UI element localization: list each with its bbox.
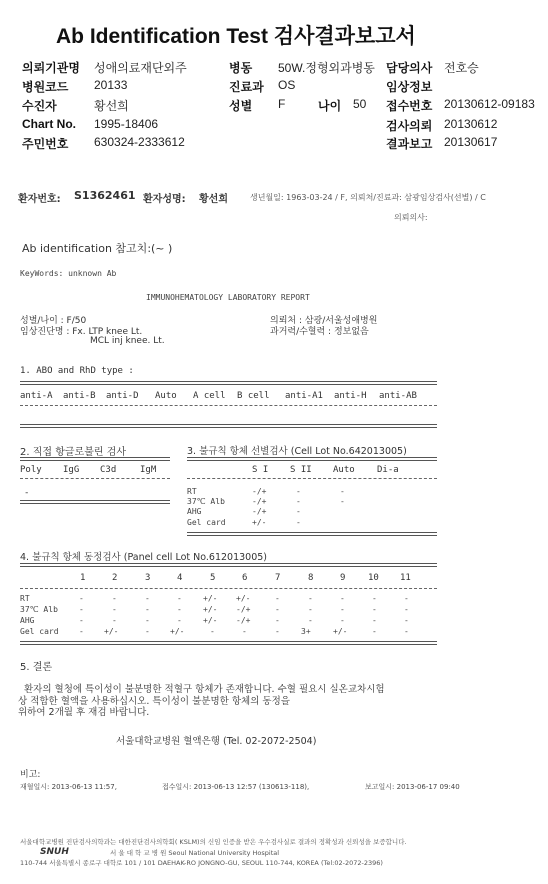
patient-details: 생년월일: 1963-03-24 / F, 의뢰처/진료과: 삼광임상검사(선별) / C: [250, 193, 486, 202]
dat-col-header: IgG: [63, 465, 80, 475]
panel-col-header: 4: [177, 573, 183, 583]
value-department: OS: [278, 78, 296, 92]
screen-cell: -/+: [252, 507, 267, 516]
divider: [20, 500, 170, 504]
hospital-name: 서 울 대 학 교 병 원 Seoul National University Hospital: [110, 849, 280, 857]
screen-cell: -: [296, 497, 301, 506]
panel-cell: -: [177, 594, 182, 603]
panel-col-header: 11: [400, 573, 411, 583]
value-ward: 50W.정형외과병동: [278, 61, 375, 75]
screen-row-label: Gel card: [187, 518, 226, 527]
abo-col-header: anti-A: [20, 391, 53, 401]
section1-title: 1. ABO and RhD type :: [20, 366, 134, 376]
panel-cell: -: [404, 594, 409, 603]
panel-cell: -: [340, 605, 345, 614]
label-requesting-institution: 의뢰기관명: [22, 61, 80, 75]
panel-cell: -: [145, 616, 150, 625]
label-examinee: 수진자: [22, 99, 57, 113]
divider: [20, 381, 437, 385]
label-clinical-info: 임상정보: [386, 80, 433, 94]
panel-cell: -/+: [236, 605, 251, 614]
value-requesting-institution: 성애의료재단외주: [94, 61, 187, 75]
test-title: Ab identification 참고치:(~ ): [22, 242, 173, 255]
panel-cell: +/-: [236, 594, 251, 603]
value-examinee: 황선희: [94, 99, 129, 113]
page-title: Ab Identification Test 검사결과보고서: [56, 25, 416, 48]
panel-cell: +/-: [333, 627, 348, 636]
certification-note: 서울대학교병원 진단검사의학과는 대한진단검사의학회( KSLM)의 신임 인증을 받은 우수검사실로 결과의 정확성과 신뢰성을 보증합니다.: [20, 838, 407, 846]
panel-cell: -: [79, 605, 84, 614]
screen-row-label: 37℃ Alb: [187, 497, 225, 506]
conclusion-line-3: 위하여 2개월 후 재검 바랍니다.: [18, 707, 150, 718]
panel-row-label: Gel card: [20, 627, 59, 636]
panel-cell: -: [242, 627, 247, 636]
label-physician: 담당의사: [386, 61, 433, 75]
reported-date: 보고일시: 2013-06-17 09:40: [365, 783, 460, 791]
value-hospital-code: 20133: [94, 78, 128, 92]
screen-cell: -/+: [252, 497, 267, 506]
panel-cell: -: [112, 594, 117, 603]
divider: [20, 457, 170, 461]
panel-cell: -: [210, 627, 215, 636]
panel-cell: -: [308, 605, 313, 614]
panel-cell: -: [404, 627, 409, 636]
patient-number: S1362461: [74, 189, 136, 202]
section2-title: 2. 직접 항글로불린 검사: [20, 447, 127, 458]
panel-cell: -: [340, 594, 345, 603]
remarks-label: 비고:: [20, 770, 41, 780]
panel-cell: -: [275, 616, 280, 625]
abo-col-header: anti-A1: [285, 391, 323, 401]
value-physician: 전호승: [444, 61, 479, 75]
divider: [187, 457, 437, 461]
requesting-doctor-label: 의뢰의사:: [394, 213, 428, 222]
screen-col-header: Auto: [333, 465, 355, 475]
divider: [20, 424, 437, 428]
divider: [187, 532, 437, 536]
keywords: KeyWords: unknown Ab: [20, 269, 117, 278]
screen-row-label: RT: [187, 487, 197, 496]
panel-cell: -: [145, 627, 150, 636]
abo-col-header: anti-H: [334, 391, 367, 401]
panel-row-label: AHG: [20, 616, 35, 625]
received-date: 접수일시: 2013-06-13 12:57 (130613-118),: [162, 783, 310, 791]
panel-cell: -: [177, 605, 182, 614]
panel-col-header: 6: [242, 573, 248, 583]
panel-row-label: 37℃ Alb: [20, 605, 58, 614]
value-age: 50: [353, 97, 367, 111]
conclusion-line-2: 상 적합한 혈액을 사용하십시오. 특이성이 불분명한 항체의 동정을: [18, 696, 290, 707]
screen-col-header: S I: [252, 465, 269, 475]
panel-cell: +/-: [104, 627, 119, 636]
label-department: 진료과: [229, 80, 264, 94]
abo-col-header: anti-AB: [379, 391, 417, 401]
divider: [20, 405, 437, 406]
history: 과거력/수혈력 : 정보없음: [270, 327, 369, 337]
label-resident-no: 주민번호: [22, 137, 69, 151]
panel-cell: -: [340, 616, 345, 625]
panel-cell: -: [275, 605, 280, 614]
section4-title: 4. 불규칙 항체 동정검사 (Panel cell Lot No.612013005): [20, 552, 268, 563]
panel-cell: -: [275, 594, 280, 603]
panel-col-header: 5: [210, 573, 216, 583]
divider: [20, 563, 437, 567]
panel-cell: -: [372, 605, 377, 614]
dat-col-header: C3d: [100, 465, 117, 475]
clinical-diagnosis-2: MCL inj knee. Lt.: [90, 336, 165, 346]
value-resident-no: 630324-2333612: [94, 135, 185, 149]
abo-col-header: anti-B: [63, 391, 96, 401]
label-age: 나이: [318, 99, 342, 113]
screen-cell: -/+: [252, 487, 267, 496]
panel-cell: -: [145, 594, 150, 603]
panel-col-header: 8: [308, 573, 314, 583]
panel-col-header: 3: [145, 573, 151, 583]
referrer: 의뢰처 : 삼광/서울성애병원: [270, 316, 378, 326]
panel-col-header: 2: [112, 573, 118, 583]
panel-cell: -: [372, 594, 377, 603]
panel-col-header: 9: [340, 573, 346, 583]
dat-col-header: Poly: [20, 465, 42, 475]
value-sex: F: [278, 97, 286, 111]
panel-cell: +/-: [203, 616, 218, 625]
label-request-date: 검사의뢰: [386, 119, 433, 133]
abo-col-header: B cell: [237, 391, 270, 401]
label-report-date: 결과보고: [386, 137, 433, 151]
patient-name: 황선희: [199, 194, 228, 205]
panel-cell: -: [372, 627, 377, 636]
value-accession-no: 20130612-09183: [444, 97, 535, 111]
panel-cell: -: [275, 627, 280, 636]
collection-date: 재혈일시: 2013-06-13 11:57,: [20, 783, 117, 791]
panel-cell: 3+: [301, 627, 311, 636]
panel-cell: -: [308, 616, 313, 625]
screen-cell: -: [296, 507, 301, 516]
panel-cell: -: [404, 605, 409, 614]
panel-col-header: 1: [80, 573, 86, 583]
panel-cell: -: [79, 594, 84, 603]
label-ward: 병동: [229, 61, 253, 75]
screen-col-header: S II: [290, 465, 312, 475]
screen-cell: -: [296, 487, 301, 496]
panel-cell: +/-: [170, 627, 185, 636]
panel-cell: -: [308, 594, 313, 603]
abo-col-header: anti-D: [106, 391, 139, 401]
panel-col-header: 7: [275, 573, 281, 583]
section5-title: 5. 결론: [20, 662, 53, 673]
hospital-address: 110-744 서울특별시 종로구 대학로 101 / 101 DAEHAK-RO JONGNO-GU, SEOUL 110-744, KOREA (Tel:02-2072-2396): [20, 859, 383, 867]
panel-col-header: 10: [368, 573, 379, 583]
section3-title: 3. 불규칙 항체 선별검사 (Cell Lot No.642013005): [187, 446, 407, 457]
label-sex: 성별: [229, 99, 253, 113]
clinical-diagnosis: 임상진단명 : Fx. LTP knee Lt.: [20, 327, 143, 337]
panel-row-label: RT: [20, 594, 30, 603]
dat-result-poly: -: [24, 488, 30, 498]
sex-age: 성별/나이 : F/50: [20, 316, 87, 326]
label-hospital-code: 병원코드: [22, 80, 69, 94]
divider: [187, 478, 437, 479]
panel-cell: -: [177, 616, 182, 625]
abo-col-header: Auto: [155, 391, 177, 401]
divider: [20, 588, 437, 589]
conclusion-line-1: 환자의 혈청에 특이성이 불분명한 적혈구 항체가 존재합니다. 수혈 필요시 실온교차시험: [24, 684, 385, 695]
label-chart-no: Chart No.: [22, 117, 76, 131]
panel-cell: -: [79, 616, 84, 625]
patient-name-label: 환자성명:: [143, 194, 186, 205]
screen-row-label: AHG: [187, 507, 202, 516]
panel-cell: -/+: [236, 616, 251, 625]
panel-cell: -: [112, 605, 117, 614]
screen-col-header: Di-a: [377, 465, 399, 475]
panel-cell: -: [112, 616, 117, 625]
divider: [20, 478, 170, 479]
panel-cell: -: [404, 616, 409, 625]
snuh-logo: SNUH: [40, 847, 69, 857]
panel-cell: -: [79, 627, 84, 636]
panel-cell: -: [372, 616, 377, 625]
patient-number-label: 환자번호:: [18, 194, 61, 205]
screen-cell: -: [340, 497, 345, 506]
dat-col-header: IgM: [140, 465, 157, 475]
blood-bank-contact: 서울대학교병원 혈액은행 (Tel. 02-2072-2504): [116, 736, 317, 747]
value-chart-no: 1995-18406: [94, 117, 159, 131]
screen-cell: -: [296, 518, 301, 527]
value-request-date: 20130612: [444, 117, 498, 131]
divider: [20, 641, 437, 645]
value-report-date: 20130617: [444, 135, 498, 149]
screen-cell: -: [340, 487, 345, 496]
panel-cell: +/-: [203, 594, 218, 603]
lab-report-title: IMMUNOHEMATOLOGY LABORATORY REPORT: [146, 293, 310, 302]
panel-cell: -: [145, 605, 150, 614]
label-accession-no: 접수번호: [386, 99, 433, 113]
panel-cell: +/-: [203, 605, 218, 614]
abo-col-header: A cell: [193, 391, 226, 401]
screen-cell: +/-: [252, 518, 267, 527]
